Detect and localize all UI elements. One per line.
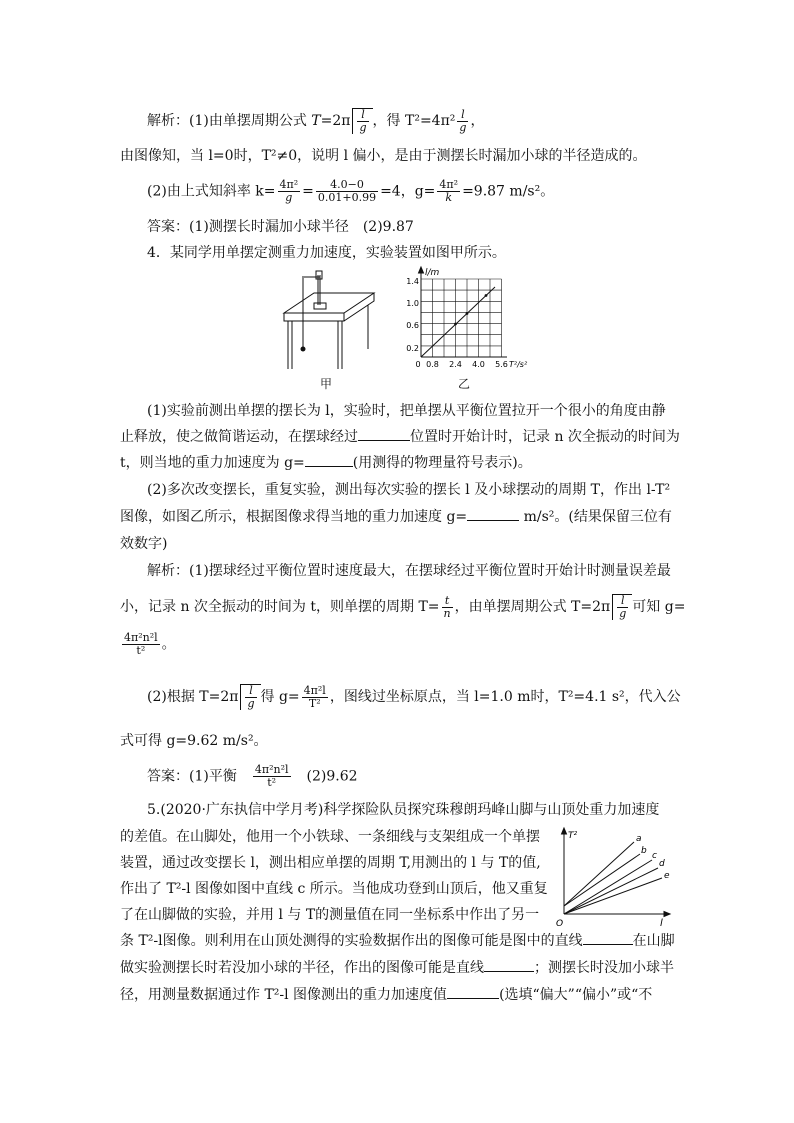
figure-q5-xlabel: l <box>660 918 663 929</box>
q4-answer: 答案：(1)平衡 $\frac{\text{4π²n²l}}{\text{t²}}$ (2)9.62 <box>147 763 358 789</box>
figure-yi-ytick: 1.4 <box>406 277 419 286</box>
answer-blank[interactable] <box>447 986 499 999</box>
figure-q5-line-label: c <box>652 851 657 861</box>
answer-blank[interactable] <box>358 428 410 441</box>
q4-solution-line3: $\frac{\text{4π²n²l}}{\text{t²}}$ 。 <box>124 631 176 657</box>
answer-blank[interactable] <box>467 508 519 521</box>
figure-yi-xtick: 4.0 <box>472 360 485 369</box>
q5-line7: 做实验测摆长时若没加小球的半径，作出的图像可能是直线 ；测摆长时没加小球半 <box>120 960 674 976</box>
figure-q5-ylabel: T² <box>568 831 578 841</box>
q4-solution-line1: 解析：(1)摆球经过平衡位置时速度最大，在摆球经过平衡位置时开始计时测量误差最 <box>147 563 671 579</box>
figure-yi-ylabel: l/m <box>425 268 440 278</box>
q4-solution-line2: 小，记录 n 次全振动的时间为 t，则单摆的周期 T= $\frac{t}{n}$ ，由单摆周期公式 T=2π $\frac{l}{g}$ 可知 g= <box>120 593 686 620</box>
figure-yi-ytick: 0.2 <box>406 344 419 353</box>
figure-yi-ytick: 1.0 <box>406 299 419 308</box>
q5-line2: 的差值。在山脚处，他用一个小铁球、一条细线与支架组成一个单摆 <box>120 829 540 845</box>
q5-line6: 条 T²-l图像。则利用在山顶处测得的实验数据作出的图像可能是图中的直线 在山脚 <box>120 933 675 949</box>
figure-yi-xtick: 5.6 <box>495 360 508 369</box>
q4-part2-line1: (2)多次改变摆长，重复实验，测出每次实验的摆长 l 及小球摆动的周期 T，作出 l-T² <box>147 482 671 498</box>
figure-q5-line-label: d <box>659 859 665 869</box>
figure-yi-xtick: 0 <box>415 360 421 369</box>
q5-line8: 径，用测量数据通过作 T²-l 图像测出的重力加速度值 (选填“偏大”“偏小”或“不 <box>120 987 653 1003</box>
answer-blank[interactable] <box>305 454 353 467</box>
q4-part1-line1: (1)实验前测出单摆的摆长为 l，实验时，把单摆从平衡位置拉开一个很小的角度由静 <box>147 403 666 419</box>
figure-yi-label: 乙 <box>458 377 471 391</box>
figure-q5-line-label: a <box>636 834 642 844</box>
q4-intro: 4．某同学用单摆定测重力加速度，实验装置如图甲所示。 <box>147 245 506 261</box>
q4-part1-line2: 止释放，使之做简谐运动，在摆球经过 位置时开始计时，记录 n 次全振动的时间为 <box>120 429 680 445</box>
figure-jia-label: 甲 <box>320 377 333 391</box>
figure-q5-origin: O <box>556 919 564 929</box>
figure-yi-xtick: 2.4 <box>449 360 462 369</box>
p1-line3: (2)由上式知斜率 k= $\frac{\text{4π²}}{g}$ = $\frac{4.0-0}{0.01+0.99}$ =4，g= $\frac{\text{4π²}}{k}$ =9.87 m/s²。 <box>147 178 555 204</box>
q5-line4: 作出了 T²-l 图像如图中直线 c 所示。当他成功登到山顶后，他又重复 <box>120 881 548 897</box>
figure-yi-xtick: 0.8 <box>426 360 439 369</box>
figure-yi-xlabel: T²/s² <box>509 360 528 369</box>
p1-line2: 由图像知，当 l=0时，T²≠0，说明 l 偏小，是由于测摆长时漏加小球的半径造成的。 <box>120 148 647 164</box>
figure-q5-graph <box>554 822 682 930</box>
figure-q5-line-label: b <box>641 846 647 856</box>
q4-solution-line5: 式可得 g=9.62 m/s²。 <box>120 733 268 749</box>
q5-line1: 5.(2020·广东执信中学月考)科学探险队员探究珠穆朗玛峰山脚与山顶处重力加速度 <box>147 802 660 818</box>
q4-solution-line4: (2)根据 T=2π $\frac{l}{g}$ 得 g= $\frac{\text{4π²l}}{\text{T²}}$ ，图线过坐标原点，当 l=1.0 m时，T²=4.1 s²，代入公 <box>147 683 681 710</box>
figure-q5-line-label: e <box>664 871 670 881</box>
figure-yi-ytick: 0.6 <box>406 321 419 330</box>
q5-line3: 装置，通过改变摆长 l，测出相应单摆的周期 T,用测出的 l 与 T的值, <box>120 855 541 871</box>
q4-part2-line3: 效数字) <box>120 536 168 552</box>
p1-answer: 答案：(1)测摆长时漏加小球半径 (2)9.87 <box>147 219 414 235</box>
answer-blank[interactable] <box>583 932 633 945</box>
q5-line5: 了在山脚做的实验，并用 l 与 T的测量值在同一坐标系中作出了另一 <box>120 907 540 923</box>
figure-jia-apparatus <box>280 265 380 375</box>
q4-part2-line2: 图像，如图乙所示，根据图像求得当地的重力加速度 g= m/s²。(结果保留三位有 <box>120 509 672 525</box>
answer-blank[interactable] <box>484 959 534 972</box>
p1-line1: 解析：(1)由单摆周期公式 T=2π $\frac{l}{g}$ ，得 T²=4π² $\frac{l}{g}$ ， <box>147 107 485 134</box>
figure-yi-graph <box>395 265 545 377</box>
q4-part1-line3: t，则当地的重力加速度为 g= (用测得的物理量符号表示)。 <box>120 455 532 471</box>
